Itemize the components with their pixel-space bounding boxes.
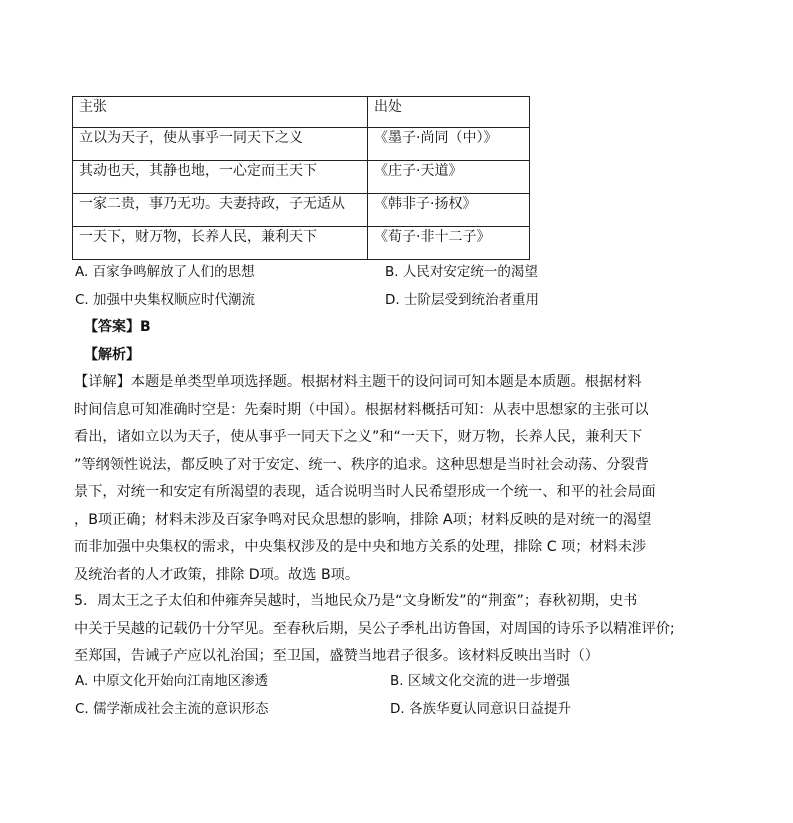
analysis-paragraph	[74, 369, 674, 589]
analysis-line: 景下，对统一和安定有所渴望的表现，适合说明当时人民希望形成一个统一、和平的社会局面	[74, 484, 656, 500]
q5-option-a: A. 中原文化开始向江南地区渗透	[75, 673, 269, 689]
q5-line: 至郑国，告诫子产应以礼治国；至卫国，盛赞当地君子很多。该材料反映出当时（）	[74, 648, 599, 664]
q4-option-b: B. 人民对安定统一的渴望	[385, 264, 538, 280]
table-header-cell: 出处	[368, 97, 530, 128]
table-row	[73, 128, 530, 161]
analysis-line: 看出，诸如立以为天子，使从事乎一同天下之义”和“一天下，财万物，长养人民，兼利天下	[74, 429, 643, 445]
q5-option-b: B. 区域文化交流的进一步增强	[390, 673, 570, 689]
table-cell-claim: 其动也天，其静也地，一心定而王天下	[73, 161, 368, 194]
table-row	[73, 161, 530, 194]
q5-line: 5．周太王之子太伯和仲雍奔吴越时，当地民众乃是“文身断发”的“荆蛮”；春秋初期，史书	[74, 593, 638, 609]
q5-line: 中关于吴越的记载仍十分罕见。至春秋后期，吴公子季札出访鲁国，对周国的诗乐予以精准评价;	[74, 620, 675, 637]
answer-label: 【答案】B	[84, 319, 151, 335]
analysis-line: 而非加强中央集权的需求，中央集权涉及的是中央和地方关系的处理，排除 C 项；材料未涉	[74, 539, 647, 555]
source-table	[72, 96, 530, 260]
table-header-cell: 主张	[73, 97, 368, 128]
table-cell-source: 《韩非子·扬权》	[368, 194, 530, 227]
q5-option-c: C. 儒学渐成社会主流的意识形态	[75, 701, 269, 717]
question-5-stem	[74, 588, 675, 671]
table-row	[73, 227, 530, 260]
q4-option-a: A. 百家争鸣解放了人们的思想	[75, 264, 255, 280]
analysis-label: 【解析】	[84, 347, 140, 363]
table-cell-source: 《墨子·尚同（中）》	[368, 128, 530, 161]
table-cell-source: 《庄子·天道》	[368, 161, 530, 194]
q4-option-d: D. 士阶层受到统治者重用	[385, 292, 539, 308]
analysis-line: 及统治者的人才政策，排除 D项。故选 B项。	[74, 566, 360, 583]
analysis-line: 【详解】本题是单类型单项选择题。根据材料主题干的设问词可知本题是本质题。根据材料	[74, 374, 642, 390]
table-cell-claim: 一天下，财万物，长养人民，兼利天下	[73, 227, 368, 260]
q5-option-d: D. 各族华夏认同意识日益提升	[390, 701, 571, 717]
analysis-line: ，B项正确；材料未涉及百家争鸣对民众思想的影响，排除 A项；材料反映的是对统一的渴望	[74, 511, 652, 528]
analysis-line: 时间信息可知准确时空是：先秦时期（中国）。根据材料概括可知：从表中思想家的主张可以	[74, 401, 649, 418]
q4-option-c: C. 加强中央集权顺应时代潮流	[75, 292, 256, 308]
table-cell-claim: 一家二贵，事乃无功。夫妻持政，子无适从	[73, 194, 368, 227]
table-cell-source: 《荀子·非十二子》	[368, 227, 530, 260]
analysis-line: ”等纲领性说法，都反映了对于安定、统一、秩序的追求。这种思想是当时社会动荡、分裂背	[74, 456, 649, 473]
table-cell-claim: 立以为天子，使从事乎一同天下之义	[73, 128, 368, 161]
table-row	[73, 194, 530, 227]
table-header-row	[73, 97, 530, 128]
